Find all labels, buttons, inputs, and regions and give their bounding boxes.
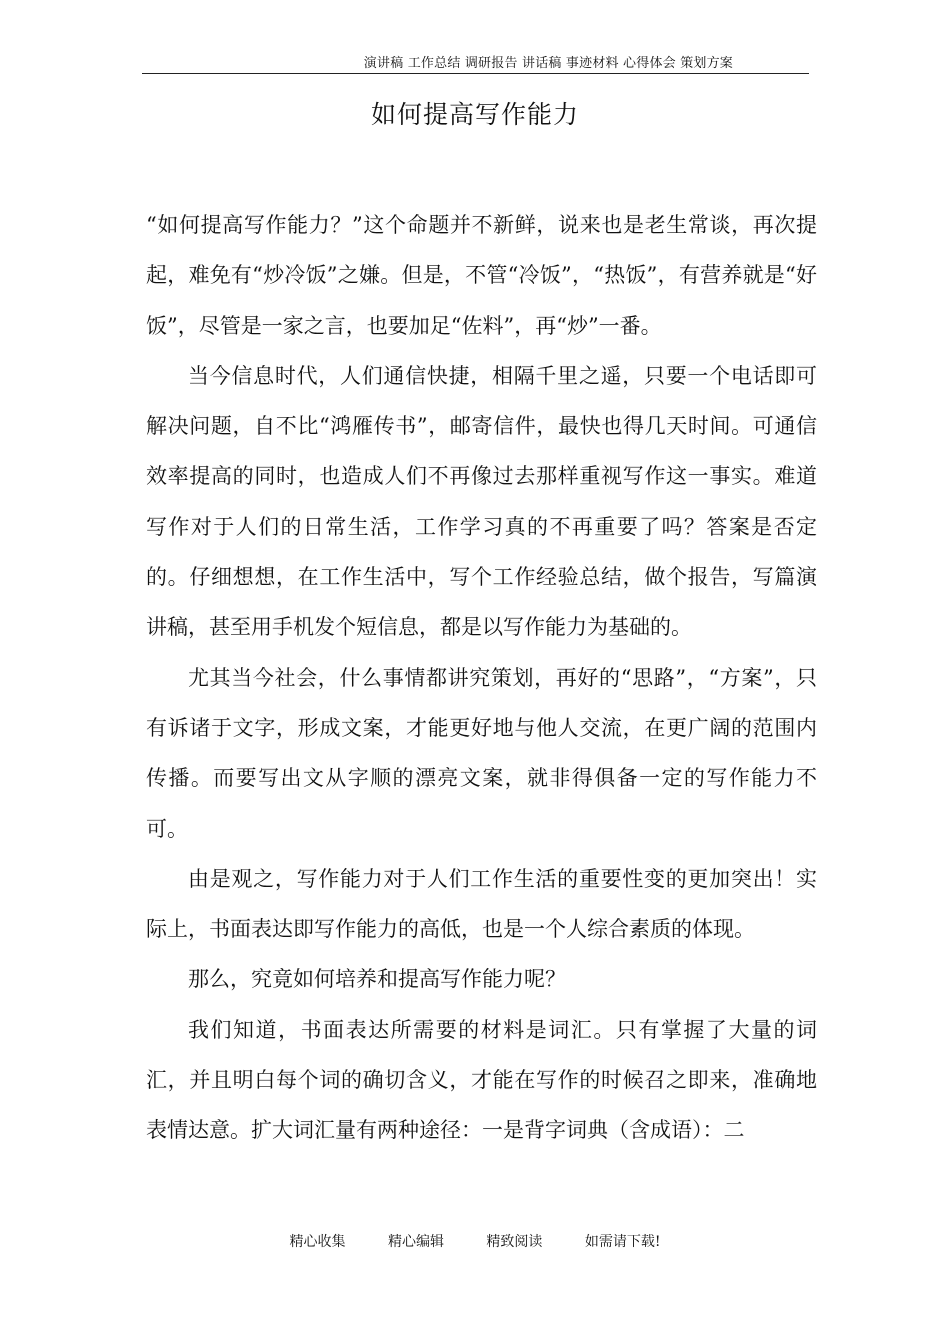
footer-item-read: 精致阅读 (486, 1234, 543, 1250)
footer-item-edit: 精心编辑 (387, 1234, 444, 1250)
footer-item-download: 如需请下载! (584, 1234, 661, 1250)
paragraph-6: 我们知道，书面表达所需要的材料是词汇。只有掌握了大量的词汇，并且明白每个词的确切含义，才能在写作的时候召之即来，准确地表情达意。扩大词汇量有两种途径：一是背字词典（含成语）：二 (146, 1017, 817, 1143)
page-header (142, 56, 809, 74)
page-footer (0, 1232, 950, 1252)
document-title: 如何提高写作能力 (370, 100, 579, 129)
paragraph-5: 那么，究竟如何培养和提高写作能力呢？ (188, 967, 566, 992)
paragraph-3: 尤其当今社会，什么事情都讲究策划，再好的“思路”，“方案”，只有诉诸于文字，形成文案，才能更好地与他人交流，在更广阔的范围内传播。而要写出文从字顺的漂亮文案，就非得俱备一定的写作能力不可。 (146, 665, 817, 841)
footer-item-collect: 精心收集 (289, 1234, 346, 1250)
paragraph-2: 当今信息时代，人们通信快捷，相隔千里之遥，只要一个电话即可解决问题，自不比“鸿雁传书”，邮寄信件，最快也得几天时间。可通信效率提高的同时，也造成人们不再像过去那样重视写作这一事实。难道写作对于人们的日常生活，工作学习真的不再重要了吗？答案是否定的。仔细想想，在工作生活中，写个工作经验总结，做个报告，写篇演讲稿，甚至用手机发个短信息，都是以写作能力为基础的。 (146, 363, 817, 640)
header-categories: 演讲稿 工作总结 调研报告 讲话稿 事迹材料 心得体会 策划方案 (363, 56, 733, 71)
paragraph-4: 由是观之，写作能力对于人们工作生活的重要性变的更加突出！实际上，书面表达即写作能力的高低，也是一个人综合素质的体现。 (146, 866, 817, 942)
paragraph-1: “如何提高写作能力？”这个命题并不新鲜，说来也是老生常谈，再次提起，难免有“炒冷饭”之嫌。但是，不管“冷饭”，“热饭”，有营养就是“好饭”，尽管是一家之言，也要加足“佐料”，再“炒”一番。 (146, 213, 817, 338)
document-body (146, 200, 817, 1156)
